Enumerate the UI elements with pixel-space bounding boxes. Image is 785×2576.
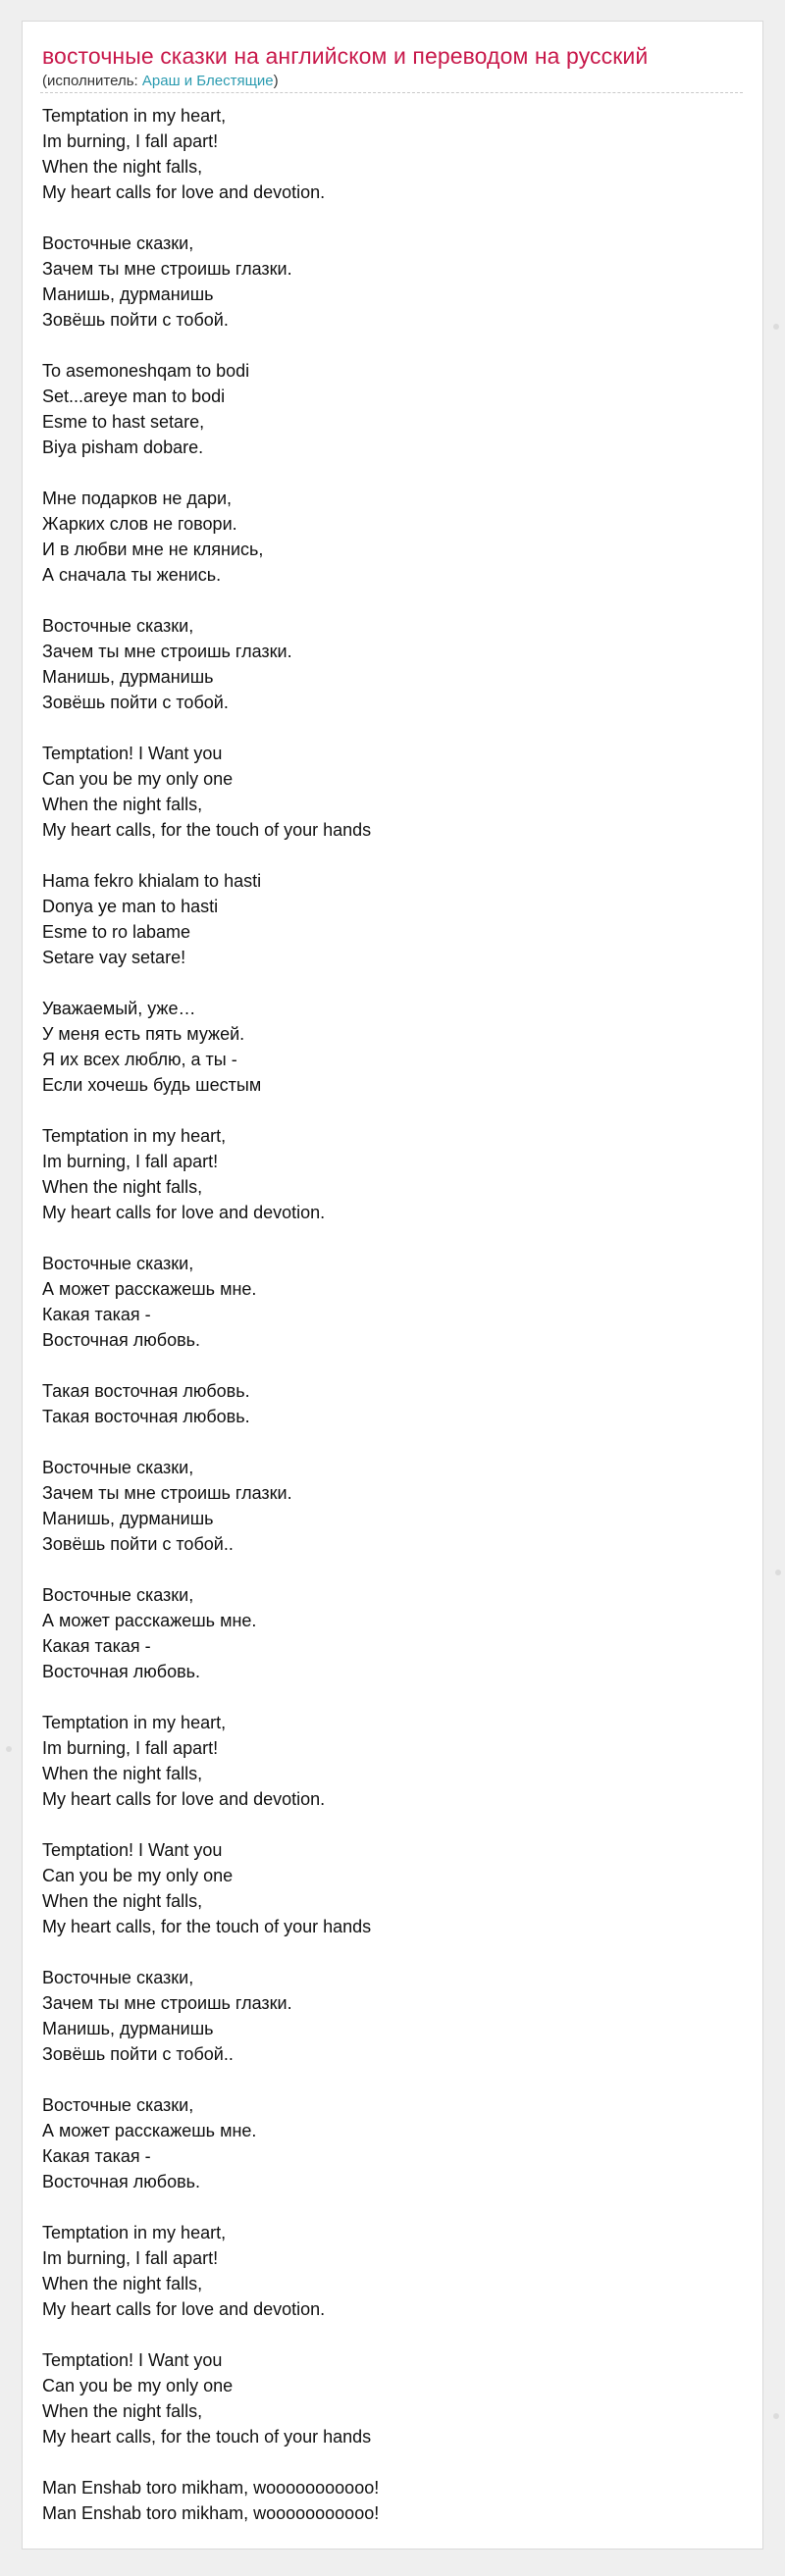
background-dot [6,1746,12,1752]
lyrics-line: Man Enshab toro mikham, wooooooooooo! [42,2503,380,2523]
lyrics-line: Мне подарков не дари, [42,489,233,508]
lyrics-line: Восточные сказки, [42,1458,194,1477]
lyrics-line: To asemoneshqam to bodi [42,361,250,381]
artist-suffix: ) [273,73,279,89]
lyrics-line: Зовёшь пойти с тобой.. [42,2044,234,2064]
lyrics-line: Такая восточная любовь. [42,1407,250,1426]
lyrics-stanza [42,2220,745,2322]
lyrics-line: Такая восточная любовь. [42,1381,250,1401]
lyrics-line: Жарких слов не говори. [42,514,237,534]
lyrics-line: Если хочешь будь шестым [42,1075,262,1095]
lyrics-line: Восточные сказки, [42,616,194,636]
lyrics-line: Манишь, дурманишь [42,667,214,687]
lyrics-line: When the night falls, [42,1764,203,1783]
lyrics-stanza [42,2475,745,2526]
lyrics-line: Зачем ты мне строишь глазки. [42,259,292,279]
lyrics-line: А сначала ты женись. [42,565,222,585]
background-dot [775,1570,781,1575]
lyrics-line: Восточные сказки, [42,233,194,253]
page-title: восточные сказки на английском и переводом на русский [42,43,649,69]
lyrics-line: Setare vay setare! [42,948,186,967]
lyrics-line: Восточная любовь. [42,1662,201,1681]
lyrics-stanza [42,2347,745,2449]
lyrics-line: Im burning, I fall apart! [42,1152,219,1171]
lyrics-stanza [42,1965,745,2067]
lyrics-line: Манишь, дурманишь [42,2019,214,2038]
artist-prefix: (исполнитель: [42,73,142,89]
lyrics-stanza [42,868,745,970]
lyrics-stanza [42,1837,745,1939]
lyrics-line: Восточная любовь. [42,1330,201,1350]
lyrics-line: My heart calls for love and devotion. [42,182,326,202]
lyrics-line: А может расскажешь мне. [42,2121,257,2140]
lyrics-line: И в любви мне не клянись, [42,540,264,559]
lyrics-line: Какая такая - [42,1636,151,1656]
lyrics-line: Зачем ты мне строишь глазки. [42,1483,292,1503]
lyrics-body [42,103,745,2551]
lyrics-line: When the night falls, [42,1891,203,1911]
lyrics-stanza [42,741,745,843]
lyrics-stanza [42,1378,745,1429]
lyrics-line: Temptation in my heart, [42,106,227,126]
lyrics-line: Im burning, I fall apart! [42,2248,219,2268]
lyrics-line: Восточные сказки, [42,1254,194,1273]
lyrics-stanza [42,231,745,333]
lyrics-line: My heart calls, for the touch of your hands [42,820,372,840]
lyrics-line: Temptation! I Want you [42,1840,223,1860]
lyrics-line: Зовёшь пойти с тобой.. [42,1534,234,1554]
lyrics-line: Temptation! I Want you [42,744,223,763]
lyrics-stanza [42,1455,745,1557]
lyrics-stanza [42,1123,745,1225]
lyrics-line: Man Enshab toro mikham, wooooooooooo! [42,2478,380,2498]
lyrics-line: Восточные сказки, [42,1585,194,1605]
artist-link[interactable]: Араш и Блестящие [141,73,274,89]
lyrics-line: Я их всех люблю, а ты - [42,1050,237,1069]
lyrics-line: Temptation! I Want you [42,2350,223,2370]
lyrics-line: Can you be my only one [42,2376,234,2396]
lyrics-line: My heart calls for love and devotion. [42,1789,326,1809]
lyrics-line: Can you be my only one [42,1866,234,1885]
lyrics-stanza [42,613,745,715]
lyrics-line: When the night falls, [42,2274,203,2293]
lyrics-line: Can you be my only one [42,769,234,789]
lyrics-line: Hama fekro khialam to hasti [42,871,262,891]
title-divider [40,92,743,93]
lyrics-line: When the night falls, [42,2401,203,2421]
lyrics-stanza [42,1710,745,1812]
lyrics-line: Зачем ты мне строишь глазки. [42,1993,292,2013]
lyrics-stanza [42,2092,745,2194]
lyrics-line: Temptation in my heart, [42,1126,227,1146]
lyrics-line: When the night falls, [42,795,203,814]
lyrics-line: У меня есть пять мужей. [42,1024,245,1044]
lyrics-stanza [42,358,745,460]
lyrics-line: Восточная любовь. [42,2172,201,2191]
lyrics-line: Donya ye man to hasti [42,897,219,916]
artist-line [42,73,279,89]
lyrics-card [22,21,763,2550]
lyrics-line: Temptation in my heart, [42,1713,227,1732]
lyrics-line: Манишь, дурманишь [42,1509,214,1528]
lyrics-line: Esme to hast setare, [42,412,205,432]
lyrics-line: Уважаемый, уже… [42,999,196,1018]
lyrics-line: My heart calls, for the touch of your hands [42,1917,372,1936]
lyrics-line: Зачем ты мне строишь глазки. [42,642,292,661]
lyrics-line: Манишь, дурманишь [42,284,214,304]
lyrics-line: Im burning, I fall apart! [42,131,219,151]
lyrics-line: My heart calls, for the touch of your hands [42,2427,372,2447]
background-dot [773,2413,779,2419]
lyrics-stanza [42,996,745,1098]
lyrics-line: Зовёшь пойти с тобой. [42,310,229,330]
lyrics-line: Esme to ro labame [42,922,191,942]
lyrics-line: When the night falls, [42,157,203,177]
lyrics-stanza [42,1582,745,1684]
lyrics-line: Какая такая - [42,1305,151,1324]
lyrics-stanza [42,1251,745,1353]
lyrics-line: Восточные сказки, [42,2095,194,2115]
lyrics-stanza [42,103,745,205]
lyrics-line: My heart calls for love and devotion. [42,2299,326,2319]
background-dot [773,324,779,330]
lyrics-line: Восточные сказки, [42,1968,194,1987]
lyrics-line: When the night falls, [42,1177,203,1197]
lyrics-line: Set...areye man to bodi [42,386,226,406]
lyrics-line: Im burning, I fall apart! [42,1738,219,1758]
lyrics-line: Biya pisham dobare. [42,438,204,457]
lyrics-line: My heart calls for love and devotion. [42,1203,326,1222]
lyrics-stanza [42,486,745,588]
lyrics-line: Какая такая - [42,2146,151,2166]
lyrics-line: А может расскажешь мне. [42,1611,257,1630]
lyrics-line: Temptation in my heart, [42,2223,227,2242]
lyrics-line: А может расскажешь мне. [42,1279,257,1299]
lyrics-line: Зовёшь пойти с тобой. [42,693,229,712]
